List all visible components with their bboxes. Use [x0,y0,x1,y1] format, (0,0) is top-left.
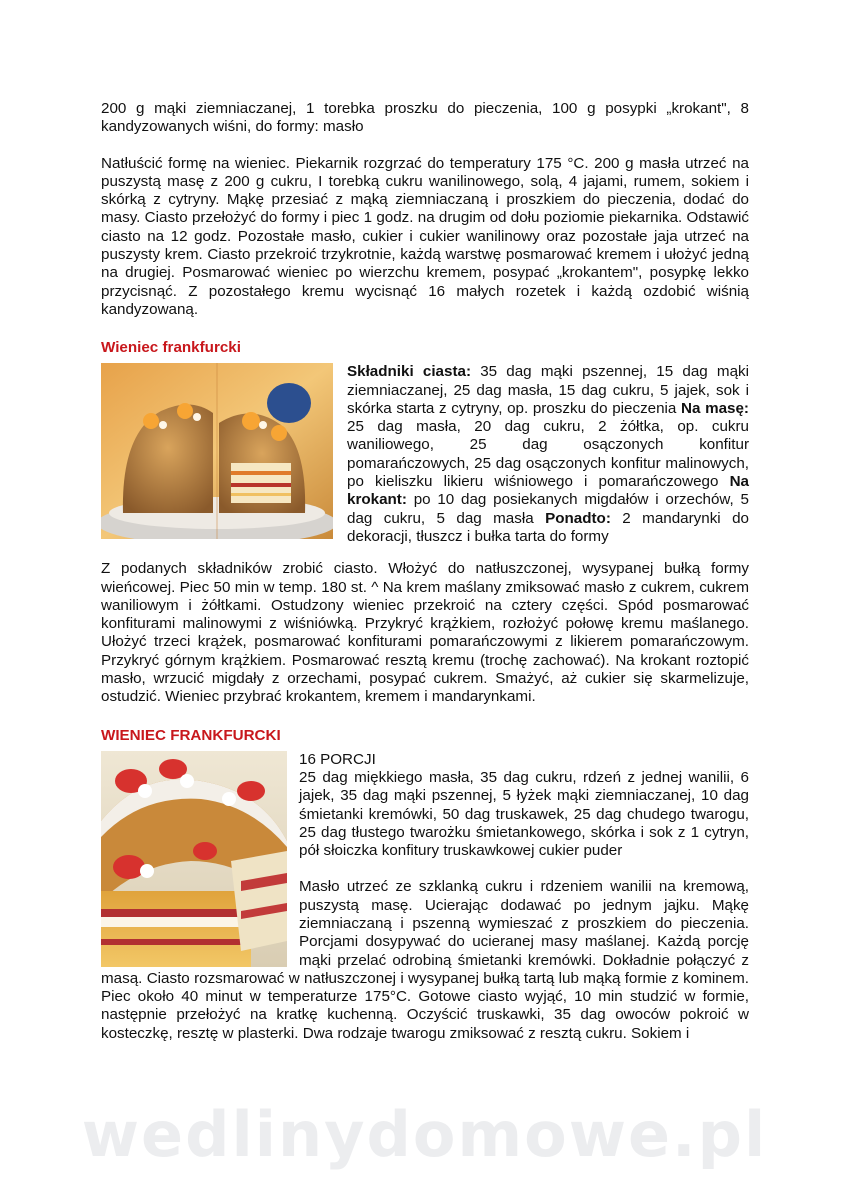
instructions-paragraph: Natłuścić formę na wieniec. Piekarnik rozgrzać do temperatury 175 °C. 200 g masła utrzeć na puszystą masę z 200 g cukru, I torebką cukru wanilinowego, solą, 4 jajami, rumem, sokiem i skórką z cytryny. Mąkę przesiać z mąką ziemniaczaną i proszkiem do pieczenia, dodać do masy. Ciasto przełożyć do formy i piec 1 godz. na drugim od dołu poziomie piekarnika. Odstawić ciasto na 12 godz. Pozostałe masło, cukier i cukier wanilinowy oraz pozostałe jaja utrzeć na puszysty krem. Ciasto przekroić trzykrotnie, każdą warstwę posmarować kremem i ułożyć jedną na drugiej. Posmarować wieniec po wierzchu kremem, posypać „krokantem", posypkę lekko przycisnąć. Z pozostałego kremu wycisnąć 16 małych rozetek i każdą ozdobić wiśnią kandyzowaną. [101,154,749,318]
krokant-text: po 10 dag posiekanych migdałów i orzechów, 5 dag cukru, 5 dag masła [347,491,749,527]
recipe1-title: Wieniec frankfurcki [101,339,241,357]
recipe2-title: WIENIEC FRANKFURCKI [101,726,281,744]
recipe2-portions: 16 PORCJI [299,750,376,768]
watermark: wedlinydomowe.pl [81,1098,768,1171]
recipe2-block [101,751,749,1043]
label-ciasto: Składniki ciasta: [347,363,471,381]
recipe2-instructions: Masło utrzeć ze szklanką cukru i rdzeniem wanilii na kremową, puszystą masę. Ucierając dodawać po jednym jajku. Mąkę ziemniaczaną i pszenną wymieszać z proszkiem do pieczenia. Porcjami dosypywać do ucieranej masy maślanej. Każdą porcję mąki przelać odrobiną śmietanki kremówki. Dokładnie połączyć z masą. Ciasto rozsmarować w natłuszczonej i wysypanej bułką tartą lub mąką formie z kominem. Piec około 40 minut w temperaturze 175°C. Gotowe ciasto wyjąć, 10 min studzić w formie, następnie przełożyć na kratkę kuchenną. Oczyścić truskawki, 35 dag owoców pokroić w kosteczkę, resztę w plasterki. Dwa rodzaje twarogu zmiksować z resztą cukru. Sokiem i [101,878,749,1042]
document-page [101,100,749,1043]
ponadto-text: 2 mandarynki do dekoracji, tłuszcz i bułka tarta do formy [347,509,749,545]
recipe1-block [101,363,749,546]
label-masa: Na masę: [681,399,749,417]
ciasto-text: 35 dag mąki pszennej, 15 dag mąki ziemniaczanej, 25 dag masła, 15 dag cukru, 5 jajek, sok i skórka starta z cytryny, op. proszku do pieczenia [347,363,749,417]
recipe1-cake-photo [101,363,333,539]
ingredients-tail-paragraph: 200 g mąki ziemniaczanej, 1 torebka proszku do pieczenia, 100 g posypki „krokant", 8 kandyzowanych wiśni, do formy: masło [101,100,749,136]
label-ponadto: Ponadto: [545,509,611,527]
masa-text: 25 dag masła, 20 dag cukru, 2 żółtka, op. cukru waniliowego, 25 dag osączonych konfitur pomarańczowych, 25 dag osączonych konfitur malinowych, po kieliszku likieru wiśniowego i pomarańczowego [347,418,749,491]
recipe1-instructions: Z podanych składników zrobić ciasto. Włożyć do natłuszczonej, wysypanej bułką formy wieńcowej. Piec 50 min w temp. 180 st. ^ Na krem maślany zmiksować masło z cukrem, cukrem waniliowym i żółtkami. Ostudzony wieniec przekroić na cztery części. Spód posmarować konfiturami malinowymi z wiśniówką. Przykryć krążkiem, rozłożyć połowę kremu maślanego. Ułożyć trzeci krążek, posmarować konfiturami pomarańczowymi z likierem pomarańczowym. Przykryć górnym krążkiem. Posmarować resztą kremu (trochę zachować). Na krokant roztopić masło, wrzucić migdały z orzechami, posypać cukrem. Smażyć, aż cukier się skarmelizuje, ostudzić. Wieniec przybrać krokantem, kremem i mandarynkami. [101,560,749,706]
label-krokant: Na krokant: [347,473,749,509]
recipe2-cake-photo [101,751,287,967]
recipe2-ingredients: 25 dag miękkiego masła, 35 dag cukru, rdzeń z jednej wanilii, 6 jajek, 35 dag mąki pszennej, 5 łyżek mąki ziemniaczanej, 10 dag śmietanki kremówki, 50 dag truskawek, 25 dag chudego twarogu, 25 dag tłustego twarożku śmietankowego, skórka i sok z 1 cytryn, pół słoiczka konfitury truskawkowej cukier puder [299,768,749,860]
